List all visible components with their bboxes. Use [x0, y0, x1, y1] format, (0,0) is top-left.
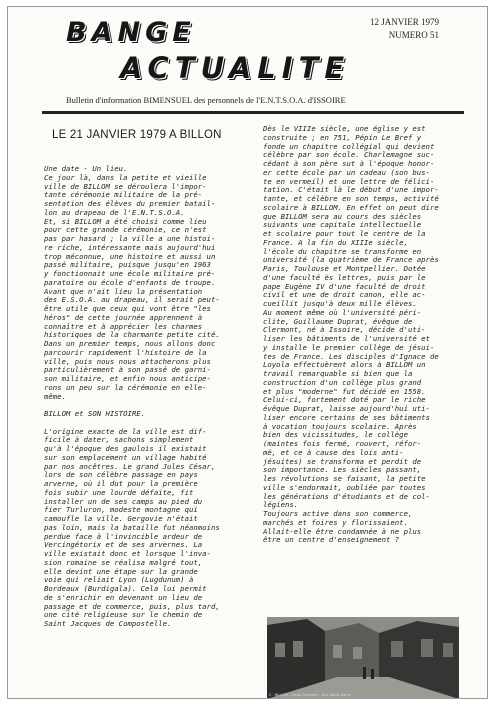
article-text-line: paratoire ou école d'enfants de troupe. — [44, 277, 216, 287]
article-text-line: scolaire à BILLOM. En effet on peut dire — [263, 202, 439, 212]
article-text-line: mé, et ce à cause des lois anti- — [263, 447, 404, 457]
article-text-line: suivants une capitale intellectuelle — [263, 220, 422, 230]
article-text-line: et plus "moderne" fut décidé en 1558. — [263, 386, 426, 396]
article-text-line: ville de BILLOM se déroulera l'impor- — [44, 181, 207, 191]
article-text-line: jésuites) se transforma et perdit de — [263, 456, 422, 466]
article-text-line: ville, puis nous nous attacherons plus — [44, 356, 211, 366]
article-right-column — [263, 125, 469, 545]
article-text-line: trop méconnue, une histoire et aussi un — [44, 251, 216, 261]
article-text-line: Clermont, né à Issoire, décide d'uti- — [263, 325, 426, 335]
masthead-title-line2: ACTUALITE — [120, 51, 351, 85]
article-text-line: Au moment même où l'université péri- — [263, 307, 422, 317]
article-text-line: son militaire, et enfin nous anticipe- — [44, 374, 211, 383]
article-text-line: Saint Jacques de Compostelle. — [44, 619, 172, 628]
article-text-line: lon au drapeau de l'E.N.T.S.O.A. — [44, 207, 185, 217]
article-text-line: qu'à l'époque des gaulois il existait — [44, 444, 207, 453]
article-text-line: civil et une de droit canon, elle ac- — [263, 290, 426, 300]
article-text-line: er cette école par un cadeau (son bus- — [263, 167, 430, 177]
article-text-line: parcourir rapidement l'histoire de la — [44, 347, 207, 357]
article-text-line: des E.S.O.A. au drapeau, il serait peut- — [44, 295, 220, 305]
article-text-line: lors de son célèbre passage en pays — [44, 470, 198, 480]
article-text-line: y installe le premier collège de jésui- — [263, 342, 435, 352]
article-text-line: tante cérémonie militaire de la pré- — [44, 190, 203, 200]
article-text-line: Allait-elle être condamnée à ne plus — [263, 526, 422, 536]
article-text-line: passage et de commerce, puis, plus tard, — [44, 601, 220, 611]
article-left-column — [44, 165, 249, 629]
article-text-line: par nos ancêtres. Le grand Jules César, — [44, 461, 216, 471]
street-photo — [267, 617, 459, 699]
header-rule — [42, 111, 464, 114]
article-text-line: héros" de cette journée apprennent à — [44, 312, 203, 322]
article-text-line: construction d'un collège plus grand — [263, 377, 422, 387]
street-photo-image — [267, 617, 459, 699]
article-text-line: y fonctionnait une école militaire pré- — [44, 269, 216, 278]
article-text-line: ville existait donc et lorsque l'inva- — [44, 549, 211, 558]
article-text-line: tation. C'était là le début d'une impor- — [263, 185, 439, 195]
article-text-line: installer un de ses camps au pied du — [44, 496, 203, 506]
article-text-line: sur son emplacement un village habité — [44, 452, 207, 462]
article-text-line: même. — [44, 391, 66, 401]
article-text-line: évêque Duprat, laisse aujourd'hui uti- — [263, 404, 430, 413]
article-text-line: liser les bâtiments de l'université et — [263, 334, 430, 343]
article-text-line: elle devint une étape sur la grande — [44, 566, 198, 576]
article-text-line: construite ; en 751, Pépin Le Bref y — [263, 132, 422, 142]
article-text-line: pour cette grande cérémonie, ce n'est — [44, 225, 207, 235]
article-text-line: historiques de la charmante petite cité. — [44, 330, 220, 340]
article-heading: LE 21 JANVIER 1979 A BILLON — [52, 129, 222, 141]
article-text-line: Toujours active dans son commerce, — [263, 509, 413, 518]
article-text-line: Une date - Un lieu. — [44, 164, 128, 173]
article-text-line: Celui-ci, fortement doté par le riche — [263, 395, 426, 405]
article-text-line: que BILLOM sera au cours des siècles — [263, 211, 422, 221]
article-text-line: Bordeaux (Burdigala). Cela lui permit — [44, 584, 207, 593]
article-text-line: légiens. — [263, 500, 299, 510]
article-text-line: Vercingétorix et de ses arvernes. La — [44, 540, 203, 550]
article-text-line: re riche, intéressante mais aujourd'hui — [44, 242, 216, 252]
article-text-line: cueillit jusqu'à deux mille élèves. — [263, 299, 417, 308]
article-text-line: connaître et à apprécier les charmes — [44, 321, 203, 331]
masthead-title-line1: BANGE — [66, 17, 196, 48]
article-text-line: l'école du chapitre se transforme en — [263, 246, 422, 256]
article-text-line: ville s'endormait, oubliée par toutes — [263, 482, 426, 492]
article-text-line: te en vermeil) et une lettre de félici- — [263, 176, 435, 186]
article-text-line: Paris, Toulouse et Montpellier. Dotée — [263, 264, 426, 273]
article-text-line: fier Turluron, modeste montagne qui — [44, 505, 198, 515]
article-text-line: perdue face à l'invincible ardeur de — [44, 531, 203, 541]
article-text-line: pas loin, mais la bataille fut néanmoins — [44, 522, 220, 532]
article-text-line: L'origine exacte de la ville est dif- — [44, 426, 207, 436]
article-text-line: Dans un premier temps, nous allons donc — [44, 339, 216, 348]
article-text-line: sion romaine se réalisa malgré tout, — [44, 557, 203, 567]
article-text-line: France. A la fin du XIIIe siècle, — [263, 237, 408, 247]
article-text-line: marchés et foires y florissaient. — [263, 517, 408, 527]
article-text-line: rons un peu sur la cérémonie en elle- — [44, 382, 207, 392]
article-text-line: d'une faculté ès lettres, puis par le — [263, 272, 426, 282]
article-text-line: célèbre par son école. Charlemagne suc- — [263, 150, 435, 160]
article-text-line: voie qui reliait Lyon (Lugdunum) à — [44, 575, 194, 585]
article-text-line: ficile à dater, sachons simplement — [44, 435, 194, 445]
article-text-line: bien des vicissitudes, le collège — [263, 430, 408, 440]
article-text-line: et scolaire pour tout le centre de la — [263, 229, 426, 238]
article-text-line: université (la quatrième de France après — [263, 255, 439, 265]
issue-date: 12 JANVIER 1979 — [370, 17, 439, 27]
article-text-line: Ce jour là, dans la petite et vieille — [44, 172, 207, 182]
article-text-line: arverne, où il dut pour la première — [44, 479, 198, 488]
article-text-line: Loyola effectuèrent alors à BILLOM un — [263, 360, 426, 370]
article-text-line: être utile que ceux qui vont être "les — [44, 304, 211, 313]
article-text-line: fois subir une lourde défaite, fit — [44, 487, 194, 497]
article-text-line: cédant à son père sut à l'époque honor- — [263, 159, 435, 168]
photo-caption: 2 - BILLOM - Vieux Quartiers - Rue Notre-Dame — [269, 693, 351, 697]
article-text-line: être un centre d'enseignement ? — [263, 535, 400, 545]
article-text-line: les révolutions se faisant, la petite — [263, 474, 426, 483]
article-text-line: son importance. Les siècles passant, — [263, 465, 422, 475]
issue-number: NUMERO 51 — [388, 30, 439, 40]
article-text-line: passé militaire, puisque jusqu'en 1963 — [44, 260, 211, 270]
newsletter-page — [7, 6, 488, 699]
article-text-line: Avant que n'ait lieu la présentation — [44, 286, 203, 296]
article-text-line: les générations d'étudiants et de col- — [263, 491, 430, 501]
article-text-line: (maintes fois fermé, rouvert, réfor- — [263, 439, 422, 448]
article-text-line: fonde un chapitre collégial qui devient — [263, 141, 435, 151]
article-text-line: sentation des élèves du premier batail- — [44, 199, 216, 208]
article-text-line: Dès le VIIIe siècle, une église y est — [263, 124, 426, 133]
article-text-line: une cité religieuse sur le chemin de — [44, 610, 203, 620]
article-text-line: tes de France. Les disciples d'Ignace de — [263, 351, 439, 361]
article-text-line: Et, si BILLOM a été choisi comme lieu — [44, 216, 207, 226]
newsletter-subtitle: Bulletin d'information BIMENSUEL des personnels de l'E.N.T.S.O.A. d'ISSOIRE — [66, 95, 346, 105]
article-text-line: pape Eugène IV d'une faculté de droit — [263, 281, 426, 291]
article-text-line: de s'enrichir en devenant un lieu de — [44, 592, 203, 602]
article-text-line: tante, et célèbre en son temps, activité — [263, 194, 439, 203]
article-text-line: clite, Guillaume Duprat, évêque de — [263, 316, 413, 326]
article-text-line: à vocation toujours scolaire. Après — [263, 421, 417, 431]
article-text-line: BILLOM et SON HISTOIRE. — [44, 409, 146, 418]
article-text-line: liser encore certains de ses bâtiments — [263, 412, 430, 422]
article-text-line: pas par hasard ; la ville a une histoi- — [44, 234, 216, 243]
article-text-line: camoufle la ville. Gergovie n'était — [44, 514, 198, 523]
article-text-line: travail remarquable si bien que la — [263, 369, 413, 378]
article-text-line: particulièrement à son passé de garni- — [44, 365, 211, 375]
